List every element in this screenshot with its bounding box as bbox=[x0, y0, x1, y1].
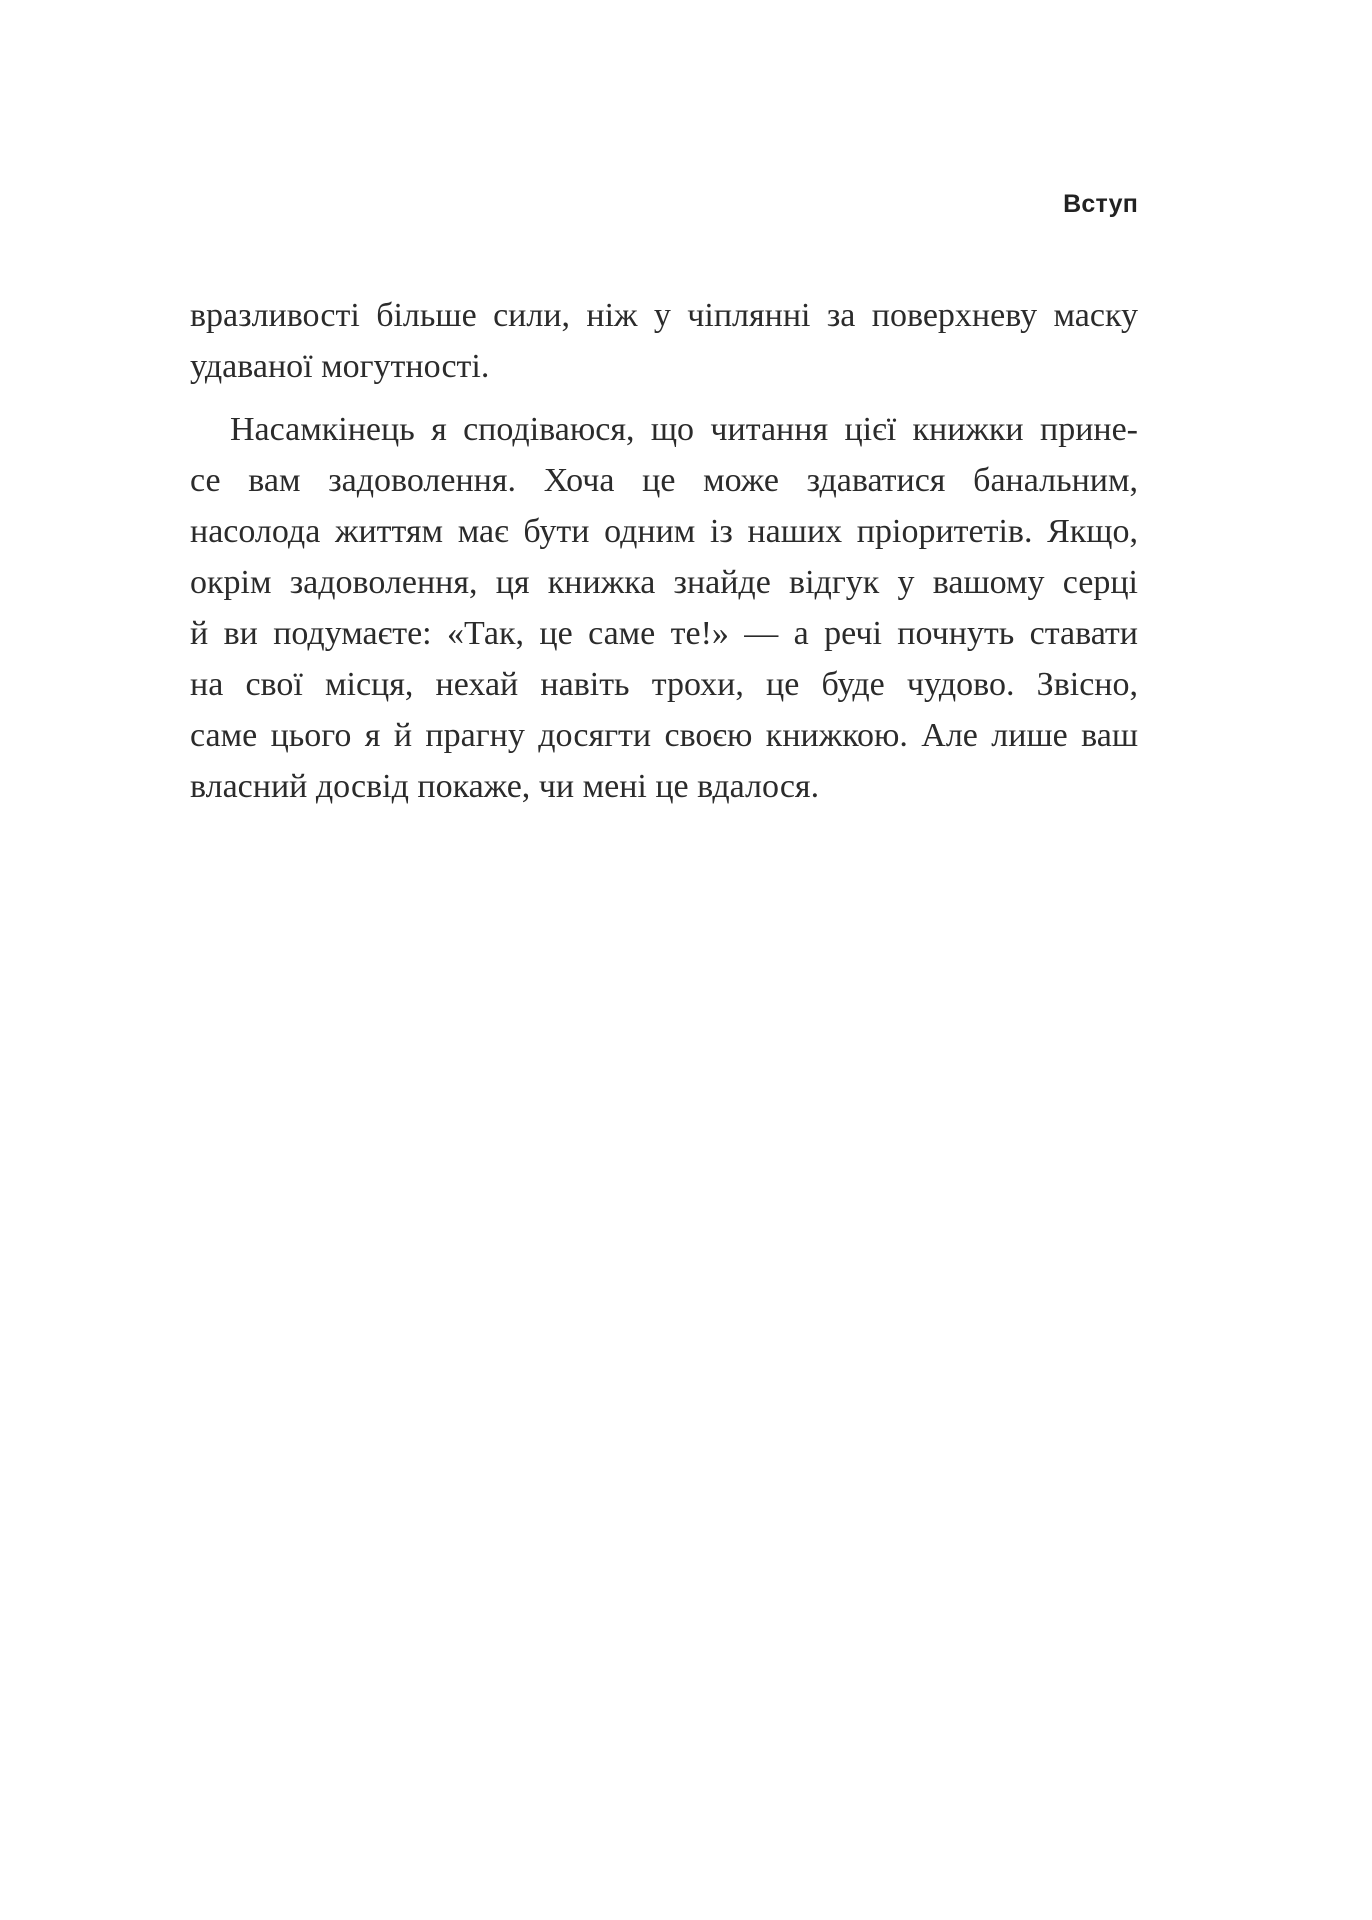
text-line: саме цього я й прагну досягти своєю книжкою. Але лише ваш bbox=[190, 717, 1138, 754]
paragraph-2 bbox=[190, 404, 1138, 812]
text-line: й ви подумаєте: «Так, це саме те!» — а речі почнуть ставати bbox=[190, 615, 1138, 652]
text-line: удаваної могутності. bbox=[190, 348, 490, 385]
text-line: власний досвід покаже, чи мені це вдалося. bbox=[190, 768, 820, 805]
body-text bbox=[190, 290, 1138, 812]
text-line: окрім задоволення, ця книжка знайде відгук у вашому серці bbox=[190, 564, 1138, 601]
text-line: насолода життям має бути одним із наших пріоритетів. Якщо, bbox=[190, 513, 1138, 550]
running-head: Вступ bbox=[1063, 190, 1138, 218]
text-line: се вам задоволення. Хоча це може здаватися банальним, bbox=[190, 462, 1138, 499]
text-line: на свої місця, нехай навіть трохи, це буде чудово. Звісно, bbox=[190, 666, 1138, 703]
text-line: Насамкінець я сподіваюся, що читання цієї книжки прине- bbox=[230, 411, 1138, 448]
text-line: вразливості більше сили, ніж у чіплянні за поверхневу маску bbox=[190, 297, 1138, 334]
paragraph-1 bbox=[190, 290, 1138, 392]
